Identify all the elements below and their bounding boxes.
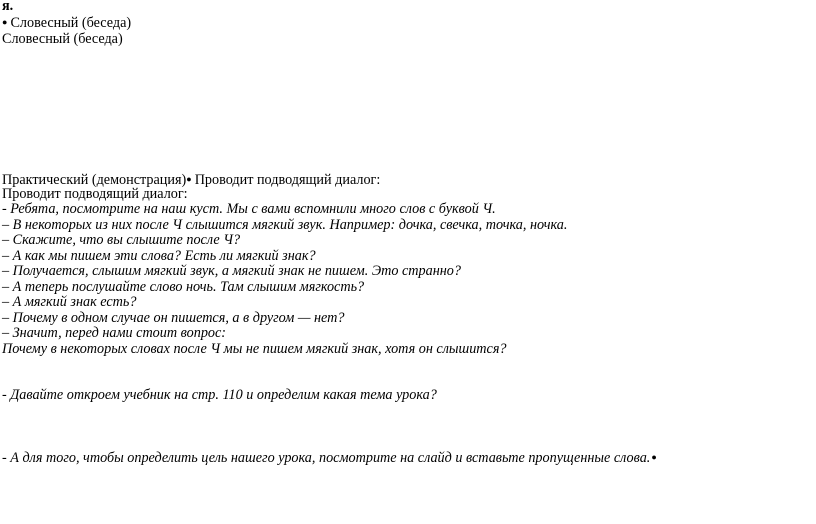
dialog-line: – А как мы пишем эти слова? Есть ли мягкий знак? bbox=[2, 248, 316, 264]
textbook-prompt: - Давайте откроем учебник на стр. 110 и определим какая тема урока? bbox=[2, 387, 437, 403]
dialog-line: - Ребята, посмотрите на наш куст. Мы с вами вспомнили много слов с буквой Ч. bbox=[2, 201, 496, 217]
method-verbal-text: Словесный (беседа) bbox=[2, 31, 123, 47]
dialog-line: – А теперь послушайте слово ночь. Там слышим мягкость? bbox=[2, 279, 365, 295]
dialog-line: – В некоторых из них после Ч слышится мягкий звук. Например: дочка, свечка, точка, ночка. bbox=[2, 217, 568, 233]
dialog-intro: Проводит подводящий диалог: bbox=[2, 186, 188, 202]
bullet-icon: ● bbox=[186, 174, 192, 184]
dialog-question: Почему в некоторых словах после Ч мы не пишем мягкий знак, хотя он слышится? bbox=[2, 341, 507, 357]
dialog-line: – А мягкий знак есть? bbox=[2, 294, 137, 310]
dialog-line: – Скажите, что вы слышите после Ч? bbox=[2, 232, 241, 248]
header-letter: я. bbox=[2, 0, 14, 14]
dialog-line: – Значит, перед нами стоит вопрос: bbox=[2, 325, 227, 341]
practical-method-bullet-text: Проводит подводящий диалог: bbox=[194, 172, 381, 188]
goal-prompt-text: - А для того, чтобы определить цель нашего урока, посмотрите на слайд и вставьте пропущенные слова. bbox=[2, 450, 651, 466]
practical-method-label: Практический (демонстрация) bbox=[2, 172, 187, 188]
dialog-line: – Получается, слышим мягкий звук, а мягкий знак не пишем. Это странно? bbox=[2, 263, 461, 279]
goal-prompt-line bbox=[2, 449, 657, 466]
method-verbal-bullet-line bbox=[2, 14, 131, 31]
bullet-icon: ● bbox=[651, 452, 657, 462]
bullet-icon: ● bbox=[2, 17, 8, 27]
method-verbal-bullet-text: Словесный (беседа) bbox=[10, 15, 132, 31]
dialog-line: – Почему в одном случае он пишется, а в другом — нет? bbox=[2, 310, 345, 326]
